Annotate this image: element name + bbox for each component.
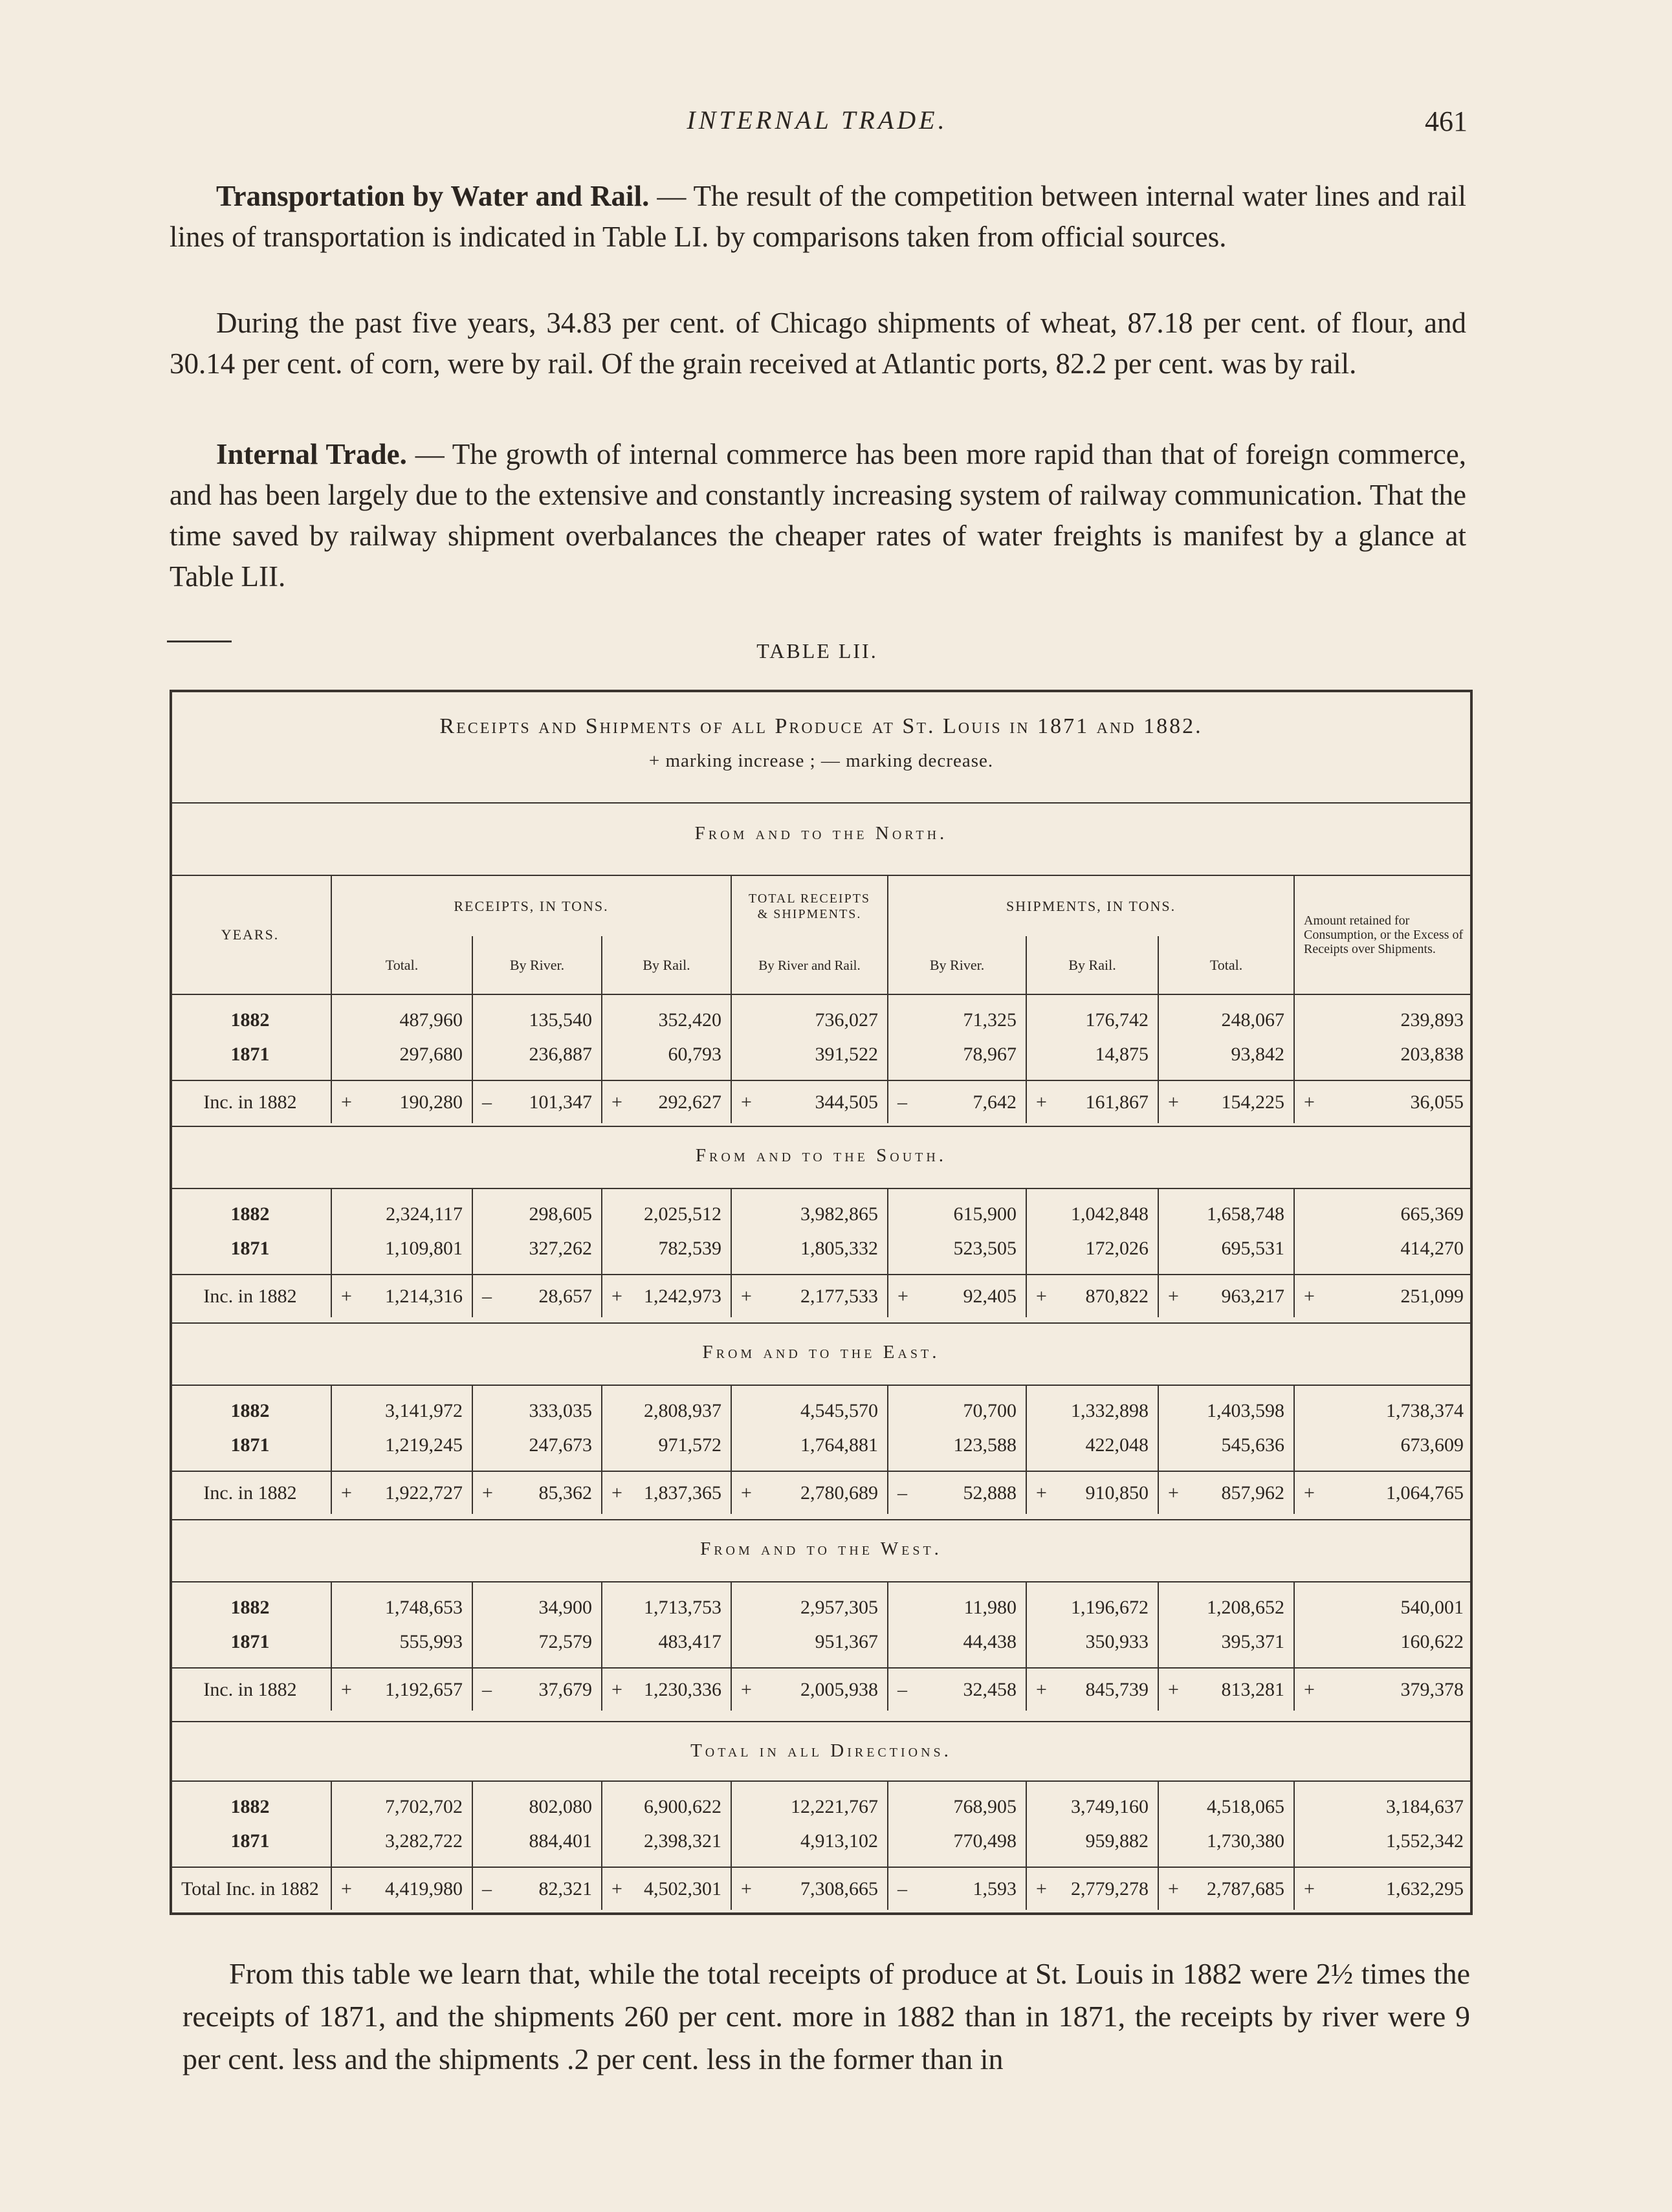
sign-marker: + xyxy=(341,1285,352,1307)
sign-marker: + xyxy=(482,1482,493,1504)
value-cell: 333,035 xyxy=(472,1386,602,1427)
sign-marker: + xyxy=(341,1678,352,1700)
sign-marker: + xyxy=(611,1482,622,1504)
value-cell: 1,403,598 xyxy=(1158,1386,1294,1427)
sign-marker: + xyxy=(1304,1285,1315,1307)
increase-cell xyxy=(331,1668,472,1711)
value-cell: 7,702,702 xyxy=(331,1782,472,1823)
sign-marker: + xyxy=(1036,1678,1047,1700)
value-cell: 1,196,672 xyxy=(1026,1582,1158,1624)
value-cell: 34,900 xyxy=(472,1582,602,1624)
increase-cell xyxy=(602,1275,731,1317)
increase-value: 1,192,657 xyxy=(385,1678,463,1700)
increase-row xyxy=(170,1080,1473,1123)
increase-cell xyxy=(602,1471,731,1514)
increase-value: 28,657 xyxy=(538,1285,592,1307)
sign-marker: + xyxy=(1304,1678,1315,1700)
increase-value: 2,779,278 xyxy=(1071,1878,1149,1900)
increase-cell xyxy=(331,1867,472,1910)
value-cell: 4,518,065 xyxy=(1158,1782,1294,1823)
increase-cell xyxy=(602,1867,731,1910)
sign-marker: + xyxy=(1168,1878,1179,1900)
value-cell: 1,764,881 xyxy=(731,1427,888,1463)
value-cell: 802,080 xyxy=(472,1782,602,1823)
section-title-west: From and to the West. xyxy=(700,1539,942,1559)
increase-value: 1,837,365 xyxy=(644,1482,721,1504)
value-cell: 248,067 xyxy=(1158,995,1294,1036)
value-cell: 391,522 xyxy=(731,1036,888,1073)
increase-cell xyxy=(731,1471,888,1514)
section-table-north xyxy=(170,995,1473,1123)
sign-marker: + xyxy=(741,1482,752,1504)
section-table-east xyxy=(170,1386,1473,1514)
increase-cell xyxy=(731,1275,888,1317)
increase-value: 190,280 xyxy=(399,1091,463,1113)
year-cell: 1882 xyxy=(230,1203,270,1225)
value-cell: 72,579 xyxy=(472,1624,602,1660)
increase-cell xyxy=(888,1668,1026,1711)
sign-marker: – xyxy=(482,1678,492,1700)
increase-cell xyxy=(888,1080,1026,1123)
table-caption: TABLE LII. xyxy=(756,639,878,663)
increase-value: 251,099 xyxy=(1400,1285,1464,1307)
sign-marker: + xyxy=(1036,1878,1047,1900)
sign-marker: + xyxy=(1036,1482,1047,1504)
table-row xyxy=(170,1189,1473,1231)
increase-cell xyxy=(472,1275,602,1317)
increase-label: Inc. in 1882 xyxy=(170,1668,331,1711)
header-years: YEARS. xyxy=(221,926,280,943)
value-cell: 2,025,512 xyxy=(602,1189,731,1231)
increase-cell xyxy=(888,1275,1026,1317)
value-cell: 3,282,722 xyxy=(331,1823,472,1859)
sign-marker: – xyxy=(482,1878,492,1900)
value-cell: 239,893 xyxy=(1294,995,1473,1036)
increase-label: Inc. in 1882 xyxy=(170,1080,331,1123)
increase-cell xyxy=(1026,1867,1158,1910)
year-cell: 1871 xyxy=(230,1044,270,1065)
section-table-total xyxy=(170,1782,1473,1910)
increase-cell xyxy=(472,1668,602,1711)
value-cell: 352,420 xyxy=(602,995,731,1036)
value-cell: 1,748,653 xyxy=(331,1582,472,1624)
section-table-west xyxy=(170,1582,1473,1711)
value-cell: 555,993 xyxy=(331,1624,472,1660)
row-spacer xyxy=(170,1660,1473,1668)
sign-marker: + xyxy=(611,1678,622,1700)
sign-marker: – xyxy=(482,1091,492,1113)
value-cell: 1,332,898 xyxy=(1026,1386,1158,1427)
table-rule xyxy=(170,1519,1473,1520)
increase-value: 2,177,533 xyxy=(800,1285,878,1307)
sign-marker: + xyxy=(611,1285,622,1307)
increase-value: 1,593 xyxy=(973,1878,1017,1900)
year-cell: 1882 xyxy=(230,1009,270,1031)
value-cell: 782,539 xyxy=(602,1231,731,1267)
sign-marker: + xyxy=(1168,1482,1179,1504)
increase-value: 32,458 xyxy=(963,1678,1017,1700)
value-cell: 71,325 xyxy=(888,995,1026,1036)
increase-value: 7,308,665 xyxy=(800,1878,878,1900)
value-cell: 1,738,374 xyxy=(1294,1386,1473,1427)
sign-marker: + xyxy=(341,1482,352,1504)
running-title: INTERNAL TRADE. xyxy=(687,105,948,135)
increase-cell xyxy=(1158,1867,1294,1910)
table-row xyxy=(170,1036,1473,1073)
increase-label: Inc. in 1882 xyxy=(170,1471,331,1514)
row-spacer xyxy=(170,1073,1473,1080)
increase-value: 379,378 xyxy=(1400,1678,1464,1700)
value-cell: 350,933 xyxy=(1026,1624,1158,1660)
increase-value: 85,362 xyxy=(538,1482,592,1504)
value-cell: 1,713,753 xyxy=(602,1582,731,1624)
value-cell: 736,027 xyxy=(731,995,888,1036)
header-shipments: SHIPMENTS, IN TONS. xyxy=(888,876,1294,936)
value-cell: 70,700 xyxy=(888,1386,1026,1427)
table-row xyxy=(170,1231,1473,1267)
value-cell: 395,371 xyxy=(1158,1624,1294,1660)
increase-row xyxy=(170,1275,1473,1317)
header-ship-total: Total. xyxy=(1158,936,1294,994)
increase-cell xyxy=(888,1867,1026,1910)
value-cell: 665,369 xyxy=(1294,1189,1473,1231)
increase-value: 1,242,973 xyxy=(644,1285,721,1307)
paragraph-lead: Transportation by Water and Rail. xyxy=(216,180,650,212)
value-cell: 422,048 xyxy=(1026,1427,1158,1463)
row-spacer xyxy=(170,1859,1473,1867)
header-total: Total. xyxy=(331,936,472,994)
header-total-receipts-shipments: TOTAL RECEIPTS & SHIPMENTS. xyxy=(731,876,888,936)
increase-cell xyxy=(1026,1275,1158,1317)
increase-value: 1,230,336 xyxy=(644,1678,721,1700)
sign-marker: + xyxy=(741,1878,752,1900)
table-rule xyxy=(170,802,1473,804)
page-header xyxy=(167,105,1468,144)
increase-row xyxy=(170,1867,1473,1910)
value-cell: 770,498 xyxy=(888,1823,1026,1859)
value-cell: 93,842 xyxy=(1158,1036,1294,1073)
increase-value: 857,962 xyxy=(1221,1482,1284,1504)
increase-cell xyxy=(731,1867,888,1910)
value-cell: 1,109,801 xyxy=(331,1231,472,1267)
increase-value: 2,787,685 xyxy=(1207,1878,1284,1900)
value-cell: 11,980 xyxy=(888,1582,1026,1624)
sign-marker: – xyxy=(897,1678,907,1700)
increase-value: 36,055 xyxy=(1410,1091,1464,1113)
value-cell: 1,730,380 xyxy=(1158,1823,1294,1859)
value-cell: 327,262 xyxy=(472,1231,602,1267)
increase-cell xyxy=(1294,1275,1473,1317)
value-cell: 2,957,305 xyxy=(731,1582,888,1624)
sign-marker: + xyxy=(741,1678,752,1700)
increase-cell xyxy=(472,1867,602,1910)
section-title-total: Total in all Directions. xyxy=(690,1740,952,1761)
value-cell: 487,960 xyxy=(331,995,472,1036)
value-cell: 1,042,848 xyxy=(1026,1189,1158,1231)
increase-cell xyxy=(602,1080,731,1123)
value-cell: 1,805,332 xyxy=(731,1231,888,1267)
sign-marker: + xyxy=(341,1091,352,1113)
paragraph-conclusion: From this table we learn that, while the total receipts of produce at St. Louis in 1882 were 2½ times the receipts of 1871, and the shipments 260 per cent. more in 1882 than in 1871, the receipts by river were 9 per cent. less and the shipments .2 per cent. less in the former than in xyxy=(182,1957,1470,2075)
value-cell: 12,221,767 xyxy=(731,1782,888,1823)
table-row xyxy=(170,1823,1473,1859)
value-cell: 3,184,637 xyxy=(1294,1782,1473,1823)
table-row xyxy=(170,995,1473,1036)
table-row xyxy=(170,1427,1473,1463)
value-cell: 44,438 xyxy=(888,1624,1026,1660)
value-cell: 768,905 xyxy=(888,1782,1026,1823)
increase-value: 7,642 xyxy=(973,1091,1017,1113)
sign-marker: + xyxy=(1304,1482,1315,1504)
year-cell: 1871 xyxy=(230,1631,270,1652)
sign-marker: + xyxy=(897,1285,908,1307)
increase-cell xyxy=(1026,1080,1158,1123)
sign-marker: – xyxy=(897,1482,907,1504)
increase-value: 813,281 xyxy=(1221,1678,1284,1700)
sign-marker: – xyxy=(897,1878,907,1900)
sign-marker: + xyxy=(1168,1678,1179,1700)
table-rule xyxy=(170,1126,1473,1127)
value-cell: 695,531 xyxy=(1158,1231,1294,1267)
paragraph-chicago: During the past five years, 34.83 per cent. of Chicago shipments of wheat, 87.18 per cent. of flour, and 30.14 per cent. of corn, were by rail. Of the grain received at Atlantic ports, 82.2 per cent. was by rail. xyxy=(170,307,1466,380)
value-cell: 545,636 xyxy=(1158,1427,1294,1463)
value-cell: 160,622 xyxy=(1294,1624,1473,1660)
sign-marker: + xyxy=(1304,1878,1315,1900)
sign-marker: + xyxy=(1168,1285,1179,1307)
table-row xyxy=(170,1624,1473,1660)
year-cell: 1871 xyxy=(230,1434,270,1456)
increase-value: 154,225 xyxy=(1221,1091,1284,1113)
increase-value: 845,739 xyxy=(1085,1678,1149,1700)
increase-value: 101,347 xyxy=(529,1091,592,1113)
sign-marker: + xyxy=(611,1091,622,1113)
value-cell: 483,417 xyxy=(602,1624,731,1660)
value-cell: 60,793 xyxy=(602,1036,731,1073)
increase-label: Total Inc. in 1882 xyxy=(170,1867,331,1910)
increase-value: 37,679 xyxy=(538,1678,592,1700)
increase-row xyxy=(170,1471,1473,1514)
value-cell: 971,572 xyxy=(602,1427,731,1463)
value-cell: 951,367 xyxy=(731,1624,888,1660)
value-cell: 297,680 xyxy=(331,1036,472,1073)
value-cell: 523,505 xyxy=(888,1231,1026,1267)
sign-marker: + xyxy=(1304,1091,1315,1113)
increase-value: 92,405 xyxy=(963,1285,1017,1307)
increase-value: 963,217 xyxy=(1221,1285,1284,1307)
increase-cell xyxy=(1026,1668,1158,1711)
sign-marker: + xyxy=(1168,1091,1179,1113)
header-receipts: RECEIPTS, IN TONS. xyxy=(331,876,731,936)
value-cell: 540,001 xyxy=(1294,1582,1473,1624)
increase-cell xyxy=(472,1471,602,1514)
page-number: 461 xyxy=(1425,105,1468,137)
increase-cell xyxy=(731,1080,888,1123)
table-rule xyxy=(170,1322,1473,1324)
value-cell: 1,552,342 xyxy=(1294,1823,1473,1859)
value-cell: 78,967 xyxy=(888,1036,1026,1073)
increase-value: 2,005,938 xyxy=(800,1678,878,1700)
increase-cell xyxy=(1294,1867,1473,1910)
section-table-south xyxy=(170,1189,1473,1317)
value-cell: 14,875 xyxy=(1026,1036,1158,1073)
value-cell: 1,658,748 xyxy=(1158,1189,1294,1231)
value-cell: 1,219,245 xyxy=(331,1427,472,1463)
increase-cell xyxy=(602,1668,731,1711)
year-cell: 1882 xyxy=(230,1796,270,1817)
increase-cell xyxy=(731,1668,888,1711)
increase-value: 292,627 xyxy=(658,1091,721,1113)
sign-marker: – xyxy=(482,1285,492,1307)
increase-value: 2,780,689 xyxy=(800,1482,878,1504)
section-title-north: From and to the North. xyxy=(694,823,948,844)
increase-cell xyxy=(1294,1080,1473,1123)
increase-cell xyxy=(1294,1471,1473,1514)
value-cell: 203,838 xyxy=(1294,1036,1473,1073)
sign-marker: + xyxy=(741,1091,752,1113)
increase-value: 1,632,295 xyxy=(1386,1878,1464,1900)
value-cell: 673,609 xyxy=(1294,1427,1473,1463)
year-cell: 1882 xyxy=(230,1400,270,1421)
year-cell: 1882 xyxy=(230,1597,270,1618)
value-cell: 3,141,972 xyxy=(331,1386,472,1427)
value-cell: 236,887 xyxy=(472,1036,602,1073)
table-subtitle: + marking increase ; — marking decrease. xyxy=(648,750,994,771)
table-title: Receipts and Shipments of all Produce at St. Louis in 1871 and 1882. xyxy=(439,714,1203,738)
increase-label: Inc. in 1882 xyxy=(170,1275,331,1317)
value-cell: 123,588 xyxy=(888,1427,1026,1463)
increase-value: 4,502,301 xyxy=(644,1878,721,1900)
year-cell: 1871 xyxy=(230,1238,270,1259)
header-ship-by-rail: By Rail. xyxy=(1026,936,1158,994)
sign-marker: + xyxy=(1036,1285,1047,1307)
row-spacer xyxy=(170,1463,1473,1471)
table-row xyxy=(170,1782,1473,1823)
sign-marker: + xyxy=(611,1878,622,1900)
value-cell: 176,742 xyxy=(1026,995,1158,1036)
paragraph-text: — The growth of internal commerce has been more rapid than that of foreign commerce, and has been largely due to the extensive and constantly increasing system of railway communication. That the time saved by railway shipment overbalances the cheaper rates of water freights is manifest by a glance at Table LII. xyxy=(170,438,1466,593)
increase-value: 870,822 xyxy=(1085,1285,1149,1307)
increase-cell xyxy=(1158,1471,1294,1514)
sign-marker: + xyxy=(741,1285,752,1307)
value-cell: 884,401 xyxy=(472,1823,602,1859)
value-cell: 6,900,622 xyxy=(602,1782,731,1823)
value-cell: 135,540 xyxy=(472,995,602,1036)
increase-cell xyxy=(1158,1080,1294,1123)
value-cell: 3,749,160 xyxy=(1026,1782,1158,1823)
paragraph-transportation xyxy=(170,176,1466,257)
value-cell: 4,545,570 xyxy=(731,1386,888,1427)
value-cell: 172,026 xyxy=(1026,1231,1158,1267)
table-row xyxy=(170,1582,1473,1624)
increase-cell xyxy=(331,1471,472,1514)
table-row xyxy=(170,1386,1473,1427)
header-ship-by-river: By River. xyxy=(888,936,1026,994)
increase-cell xyxy=(331,1275,472,1317)
sign-marker: + xyxy=(1036,1091,1047,1113)
increase-value: 1,214,316 xyxy=(385,1285,463,1307)
year-cell: 1871 xyxy=(230,1830,270,1852)
increase-value: 910,850 xyxy=(1085,1482,1149,1504)
increase-value: 4,419,980 xyxy=(385,1878,463,1900)
value-cell: 247,673 xyxy=(472,1427,602,1463)
increase-cell xyxy=(472,1080,602,1123)
increase-value: 82,321 xyxy=(538,1878,592,1900)
value-cell: 2,808,937 xyxy=(602,1386,731,1427)
increase-value: 1,922,727 xyxy=(385,1482,463,1504)
value-cell: 615,900 xyxy=(888,1189,1026,1231)
section-title-south: From and to the South. xyxy=(695,1145,947,1166)
table-rule xyxy=(170,1721,1473,1722)
paragraph-text: — The result of the competition between internal water lines and rail lines of transportation is indicated in Table LI. by comparisons taken from official sources. xyxy=(170,180,1467,253)
increase-cell xyxy=(888,1471,1026,1514)
value-cell: 414,270 xyxy=(1294,1231,1473,1267)
section-title-east: From and to the East. xyxy=(702,1342,940,1363)
value-cell: 959,882 xyxy=(1026,1823,1158,1859)
increase-value: 161,867 xyxy=(1085,1091,1149,1113)
value-cell: 298,605 xyxy=(472,1189,602,1231)
increase-value: 1,064,765 xyxy=(1386,1482,1464,1504)
value-cell: 3,982,865 xyxy=(731,1189,888,1231)
sign-marker: – xyxy=(897,1091,907,1113)
sign-marker: + xyxy=(341,1878,352,1900)
increase-cell xyxy=(1158,1275,1294,1317)
header-by-river-and-rail: By River and Rail. xyxy=(731,936,888,994)
row-spacer xyxy=(170,1267,1473,1275)
increase-cell xyxy=(331,1080,472,1123)
header-amount-retained: Amount retained for Consumption, or the Excess of Receipts over Shipments. xyxy=(1294,876,1473,994)
increase-row xyxy=(170,1668,1473,1711)
value-cell: 2,324,117 xyxy=(331,1189,472,1231)
increase-value: 52,888 xyxy=(963,1482,1017,1504)
value-cell: 4,913,102 xyxy=(731,1823,888,1859)
column-header xyxy=(170,876,1473,994)
header-by-rail: By Rail. xyxy=(602,936,731,994)
increase-cell xyxy=(1294,1668,1473,1711)
value-cell: 2,398,321 xyxy=(602,1823,731,1859)
header-by-river: By River. xyxy=(472,936,602,994)
paragraph-internal-trade xyxy=(170,434,1466,597)
paragraph-lead: Internal Trade. xyxy=(216,438,407,470)
increase-cell xyxy=(1158,1668,1294,1711)
increase-cell xyxy=(1026,1471,1158,1514)
increase-value: 344,505 xyxy=(815,1091,878,1113)
value-cell: 1,208,652 xyxy=(1158,1582,1294,1624)
